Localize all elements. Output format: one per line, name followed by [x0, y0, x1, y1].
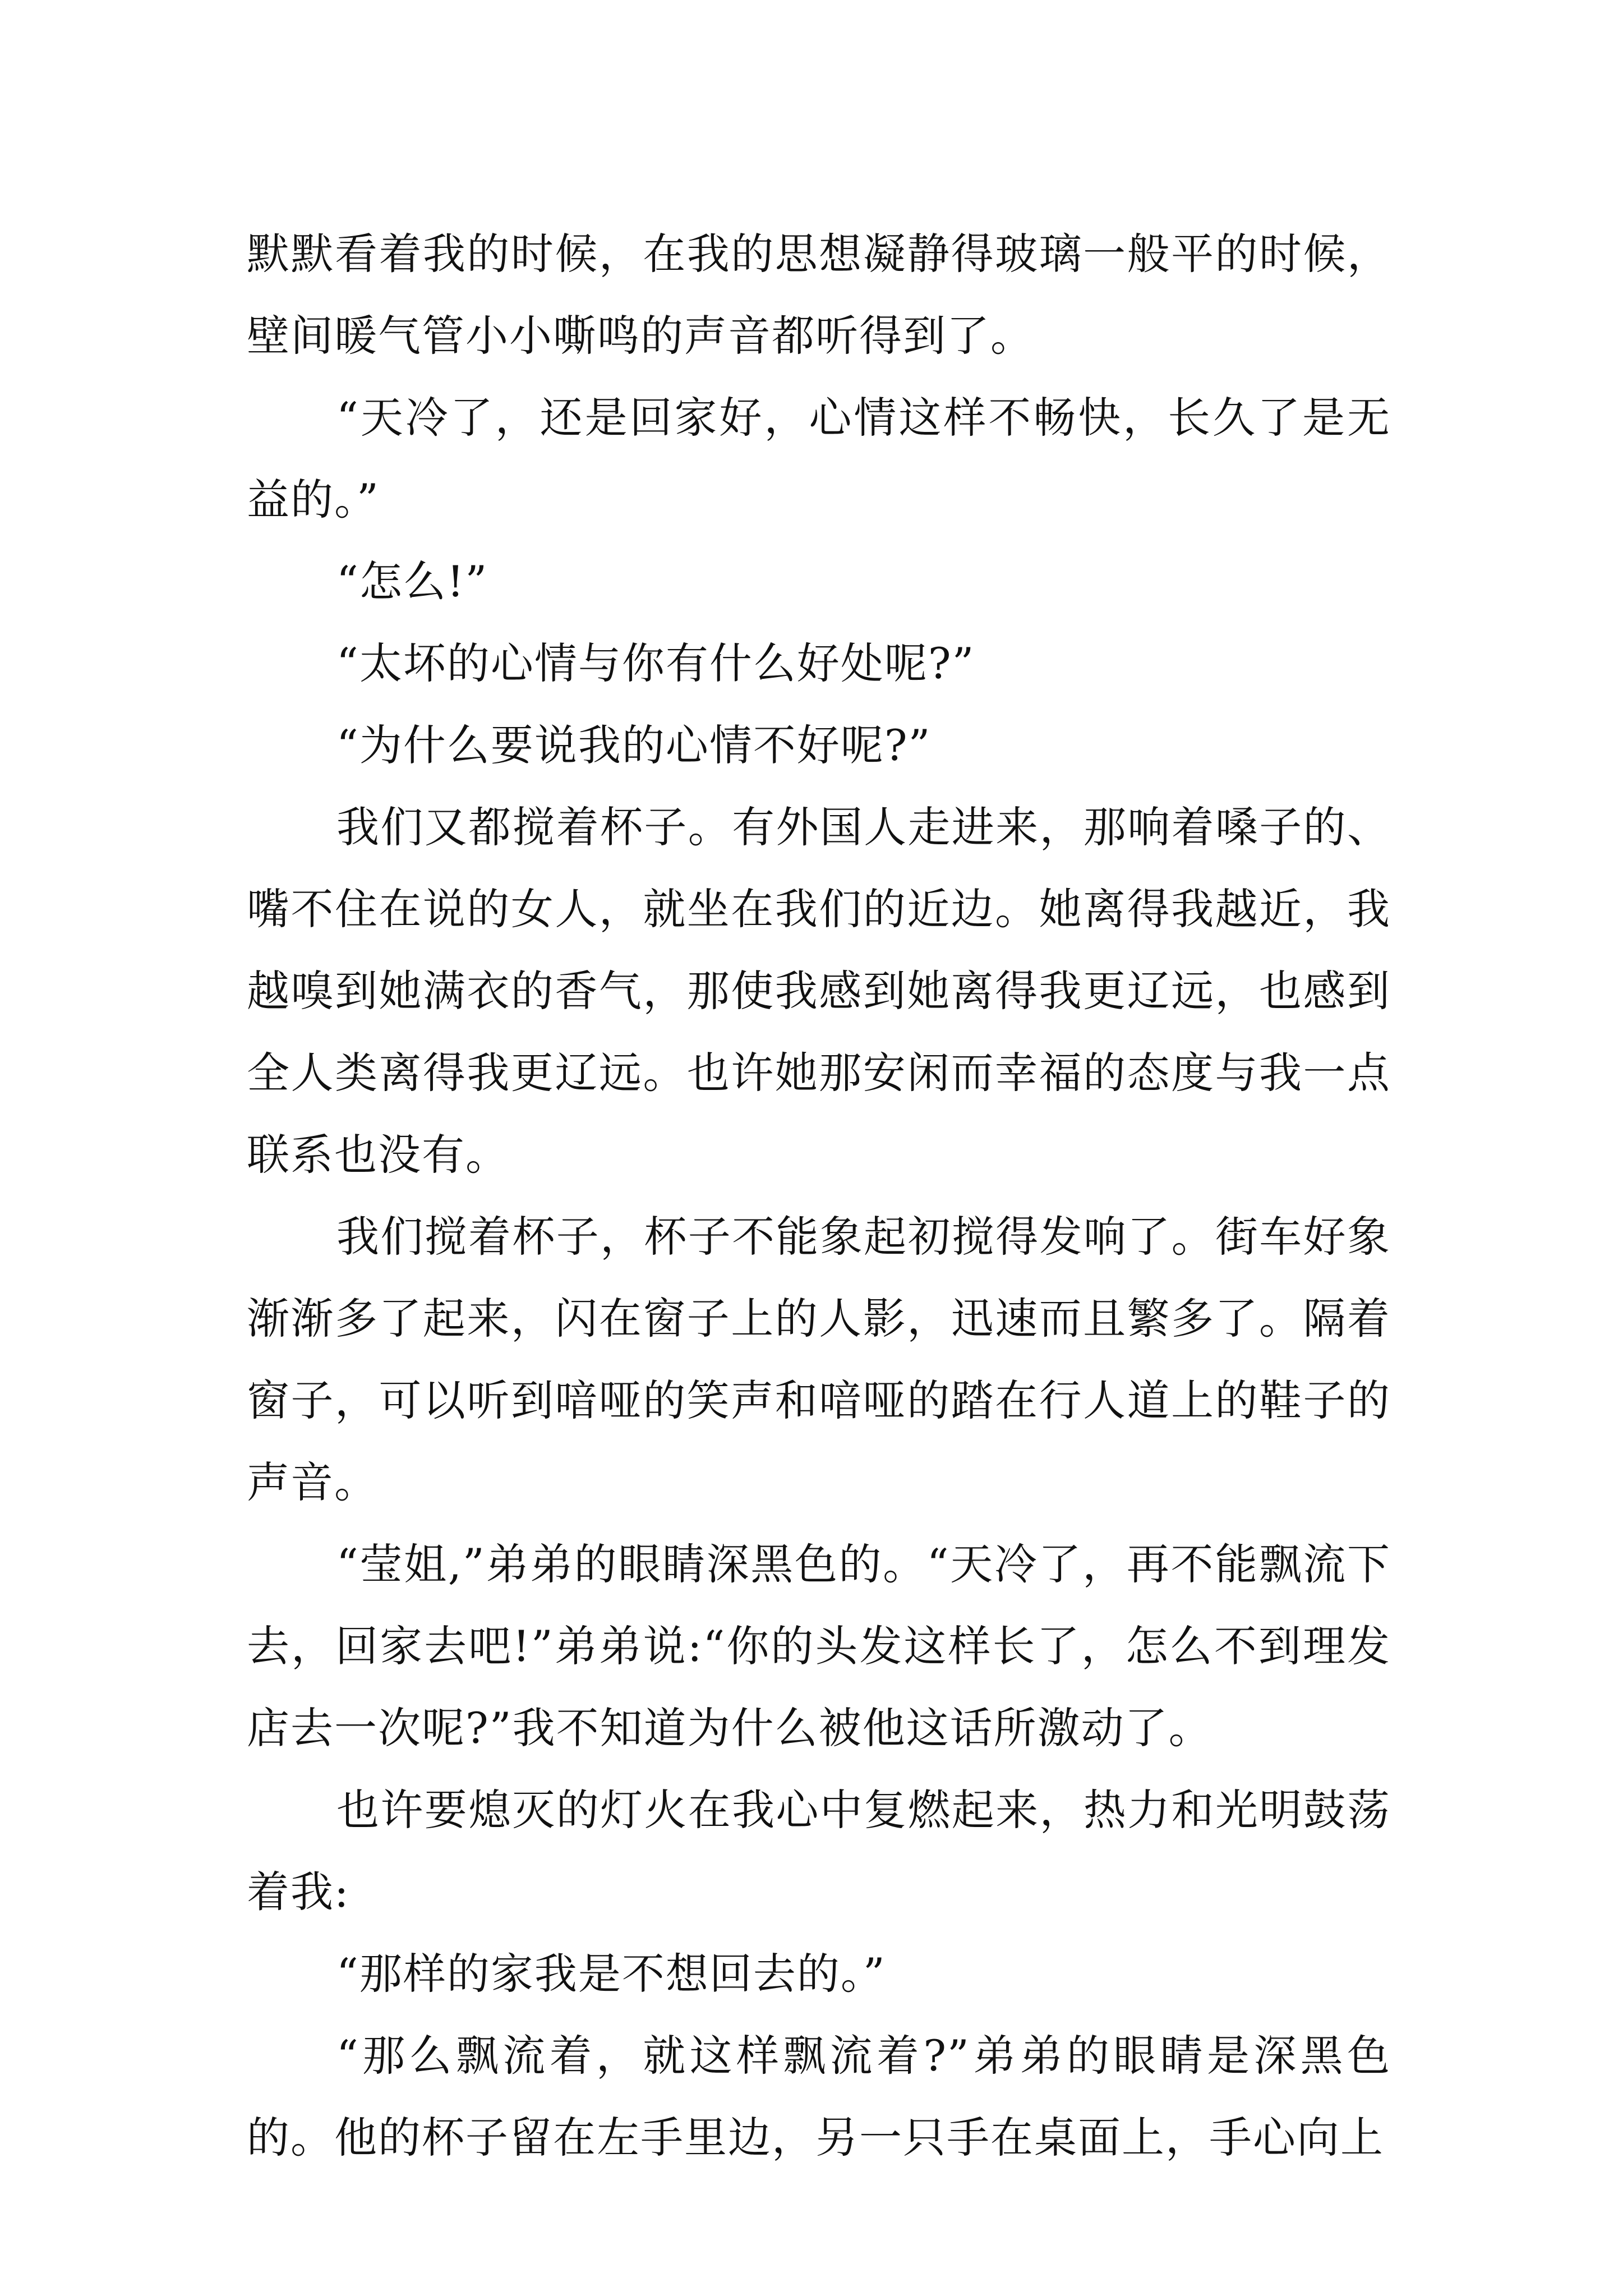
- paragraph: 我们又都搅着杯子。有外国人走进来，那响着嗓子的、嘴不住在说的女人，就坐在我们的近边。她离得我越近，我越嗅到她满衣的香气，那使我感到她离得我更辽远，也感到全人类离得我更辽远。也许她那安闲而幸福的态度与我一点联系也没有。: [247, 802, 1391, 1180]
- paragraph: “那么飘流着，就这样飘流着?”弟弟的眼睛是深黑色的。他的杯子留在左手里边，另一只手在桌面上，手心向上: [247, 2031, 1391, 2162]
- paragraph: “那样的家我是不想回去的。”: [336, 1949, 886, 1999]
- body-text: [247, 213, 1391, 2179]
- paragraph: “天冷了，还是回家好，心情这样不畅快，长久了是无益的。”: [247, 393, 1391, 524]
- paragraph: “太坏的心情与你有什么好处呢?”: [336, 638, 975, 688]
- paragraph: “为什么要说我的心情不好呢?”: [336, 720, 932, 770]
- paragraph: 也许要熄灭的灯火在我心中复燃起来，热力和光明鼓荡着我:: [247, 1785, 1391, 1917]
- paragraph: 我们搅着杯子，杯子不能象起初搅得发响了。街车好象渐渐多了起来，闪在窗子上的人影，迅速而且繁多了。隔着窗子，可以听到喑哑的笑声和喑哑的踏在行人道上的鞋子的声音。: [247, 1212, 1391, 1507]
- paragraph: “怎么!”: [336, 556, 488, 606]
- paragraph: 默默看着我的时候，在我的思想凝静得玻璃一般平的时候，壁间暖气管小小嘶鸣的声音都听得到了。: [247, 229, 1391, 361]
- paragraph: “莹姐,”弟弟的眼睛深黑色的。“天冷了，再不能飘流下去，回家去吧!”弟弟说:“你的头发这样长了，怎么不到理发店去一次呢?”我不知道为什么被他这话所激动了。: [247, 1539, 1391, 1753]
